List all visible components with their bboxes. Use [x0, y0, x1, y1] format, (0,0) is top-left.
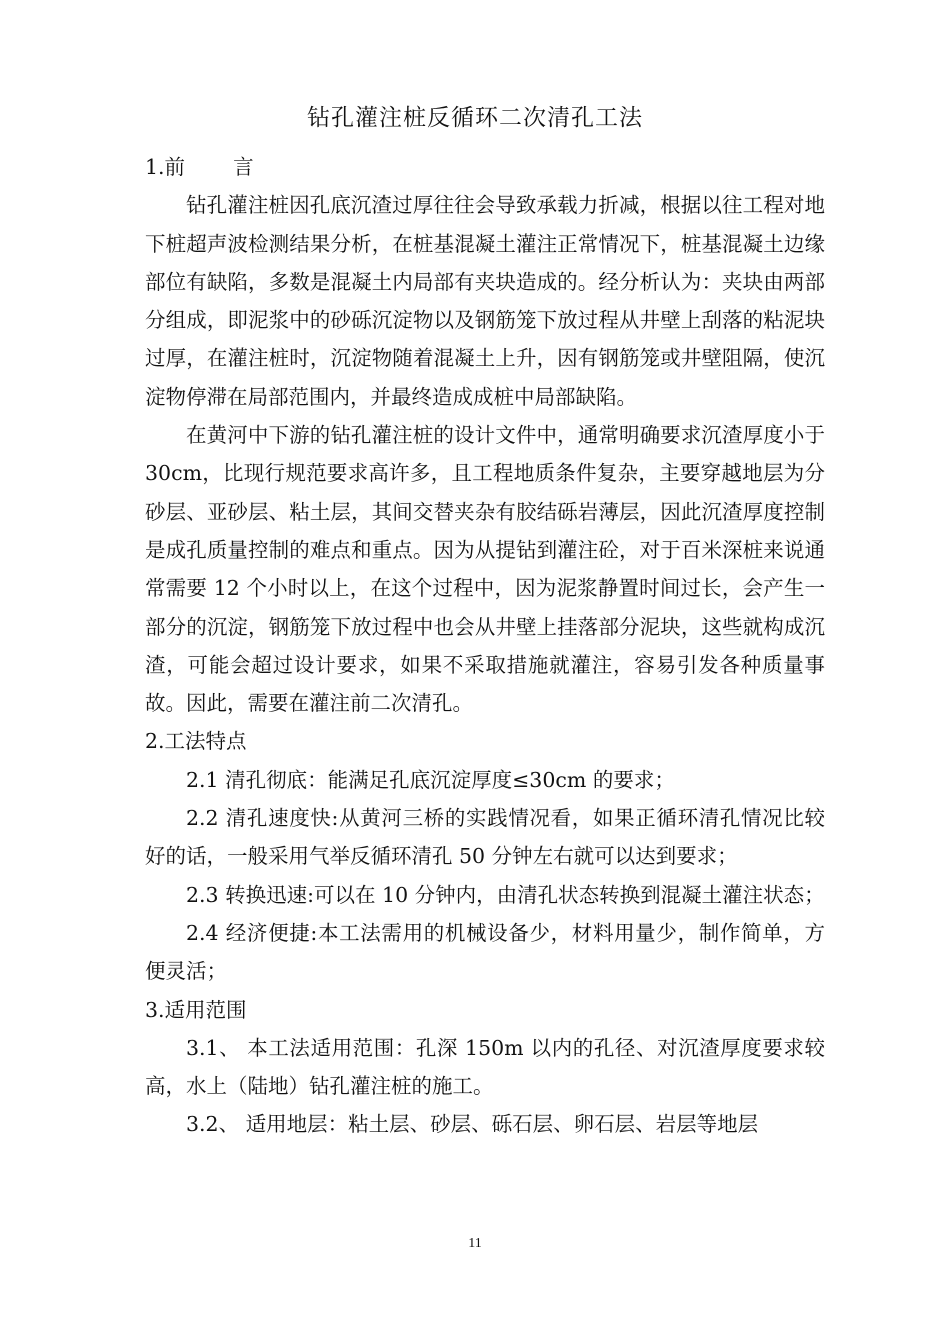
section-heading-scope: 3.适用范围: [145, 997, 247, 1022]
list-item: 3.1、 本工法适用范围：孔深 150m 以内的孔径、对沉渣厚度要求较高，水上（陆地）钻孔灌注桩的施工。: [145, 1035, 825, 1099]
list-item: 2.3 转换迅速:可以在 10 分钟内，由清孔状态转换到混凝土灌注状态；: [186, 882, 825, 907]
page-number: 11: [468, 1236, 482, 1251]
section-heading-preface: [145, 148, 825, 186]
list-item: 3.2、 适用地层：粘土层、砂层、砾石层、卵石层、岩层等地层: [186, 1112, 759, 1137]
paragraph: 在黄河中下游的钻孔灌注桩的设计文件中，通常明确要求沉渣厚度小于 30cm，比现行规范要求高许多，且工程地质条件复杂，主要穿越地层为分砂层、亚砂层、粘土层，其间交替夹杂有胶结砾岩薄层，因此沉渣厚度控制是成孔质量控制的难点和重点。因为从提钻到灌注砼，对于百米深桩来说通常需要 12 个小时以上，在这个过程中，因为泥浆静置时间过长，会产生一部分的沉淀，钢筋笼下放过程中也会从井壁上挂落部分泥块，这些就构成沉渣，可能会超过设计要求，如果不采取措施就灌注，容易引发各种质量事故。因此，需要在灌注前二次清孔。: [145, 423, 825, 716]
paragraph: 钻孔灌注桩因孔底沉渣过厚往往会导致承载力折减，根据以往工程对地下桩超声波检测结果分析，在桩基混凝土灌注正常情况下，桩基混凝土边缘部位有缺陷，多数是混凝土内局部有夹块造成的。经分析认为：夹块由两部分组成，即泥浆中的砂砾沉淀物以及钢筋笼下放过程从井壁上刮落的粘泥块过厚，在灌注桩时，沉淀物随着混凝土上升，因有钢筋笼或井壁阻隔，使沉淀物停滞在局部范围内，并最终造成成桩中局部缺陷。: [145, 193, 825, 409]
section-number: 1.前: [145, 155, 186, 179]
document-title: 钻孔灌注桩反循环二次清孔工法: [307, 105, 643, 131]
list-item: 2.1 清孔彻底：能满足孔底沉淀厚度≤30cm 的要求；: [186, 767, 675, 792]
document-body: [145, 148, 825, 1144]
section-heading-features: 2.工法特点: [145, 729, 247, 754]
list-item: 2.4 经济便捷:本工法需用的机械设备少，材料用量少，制作简单，方便灵活；: [145, 920, 825, 984]
section-heading-word: 言: [233, 155, 254, 179]
list-item: 2.2 清孔速度快:从黄河三桥的实践情况看，如果正循环清孔情况比较好的话，一般采用气举反循环清孔 50 分钟左右就可以达到要求；: [145, 806, 825, 869]
